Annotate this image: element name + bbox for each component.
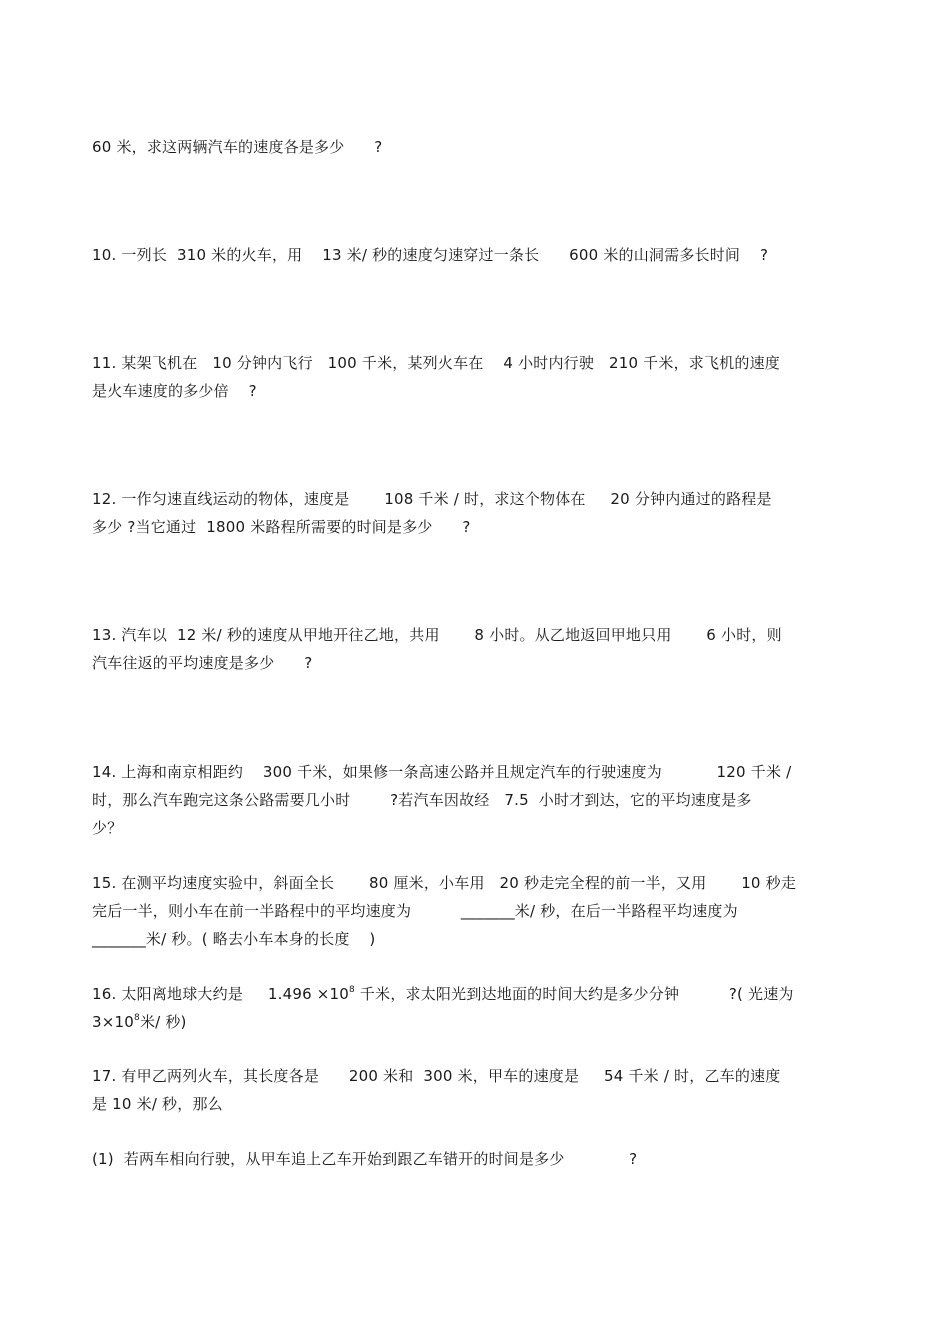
problem-14-line-2: 时，那么汽车跑完这条公路需要几小时 ?若汽车因故经 7.5 小时才到达，它的平均速度是多 [92, 791, 752, 809]
problem-14-line-1: 14. 上海和南京相距约 300 千米，如果修一条高速公路并且规定汽车的行驶速度为 120 千米 / [92, 763, 792, 781]
problem-16-line-1 [92, 980, 794, 1008]
problem-13-line-1: 13. 汽车以 12 米/ 秒的速度从甲地开往乙地，共用 8 小时。从乙地返回甲地只用 6 小时，则 [92, 626, 782, 644]
problem-17-sub-1: (1) 若两车相向行驶，从甲车追上乙车开始到跟乙车错开的时间是多少 ? [92, 1150, 638, 1168]
problem-15-line-3: _______米/ 秒。( 略去小车本身的长度 ) [92, 930, 376, 948]
problem-16-line-2-exponent: 8 [134, 1013, 140, 1023]
problem-11-line-1: 11. 某架飞机在 10 分钟内飞行 100 千米，某列火车在 4 小时内行驶 210 千米，求飞机的速度 [92, 354, 780, 372]
problem-12-line-1: 12. 一作匀速直线运动的物体，速度是 108 千米 / 时，求这个物体在 20 分钟内通过的路程是 [92, 490, 772, 508]
problem-16-line-1-exponent: 8 [349, 985, 355, 995]
problem-16-line-2-text-a: 3×10 [92, 1013, 134, 1031]
problem-14-line-3: 少？ [92, 819, 123, 837]
problem-15-line-2: 完后一半，则小车在前一半路程中的平均速度为 _______米/ 秒，在后一半路程平均速度为 [92, 902, 738, 920]
problem-16-line-2-text-b: 米/ 秒) [139, 1013, 187, 1031]
problem-10-line-1: 10. 一列长 310 米的火车，用 13 米/ 秒的速度匀速穿过一条长 600 米的山洞需多长时间 ? [92, 246, 769, 264]
problem-15-line-1: 15. 在测平均速度实验中，斜面全长 80 厘米，小车用 20 秒走完全程的前一半，又用 10 秒走 [92, 874, 797, 892]
problem-9-line-1: 60 米，求这两辆汽车的速度各是多少 ? [92, 138, 383, 156]
problem-17-line-1: 17. 有甲乙两列火车，其长度各是 200 米和 300 米，甲车的速度是 54 千米 / 时，乙车的速度 [92, 1067, 781, 1085]
problem-16-line-2 [92, 1008, 187, 1036]
problem-12-line-2: 多少 ?当它通过 1800 米路程所需要的时间是多少 ? [92, 518, 471, 536]
problem-11-line-2: 是火车速度的多少倍 ? [92, 382, 257, 400]
problem-17-line-2: 是 10 米/ 秒，那么 [92, 1095, 223, 1113]
problem-16-line-1-text-a: 16. 太阳离地球大约是 1.496 ×10 [92, 985, 350, 1003]
problem-16-line-1-text-b: 千米，求太阳光到达地面的时间大约是多少分钟 ?( 光速为 [354, 985, 794, 1003]
problem-13-line-2: 汽车往返的平均速度是多少 ? [92, 654, 313, 672]
